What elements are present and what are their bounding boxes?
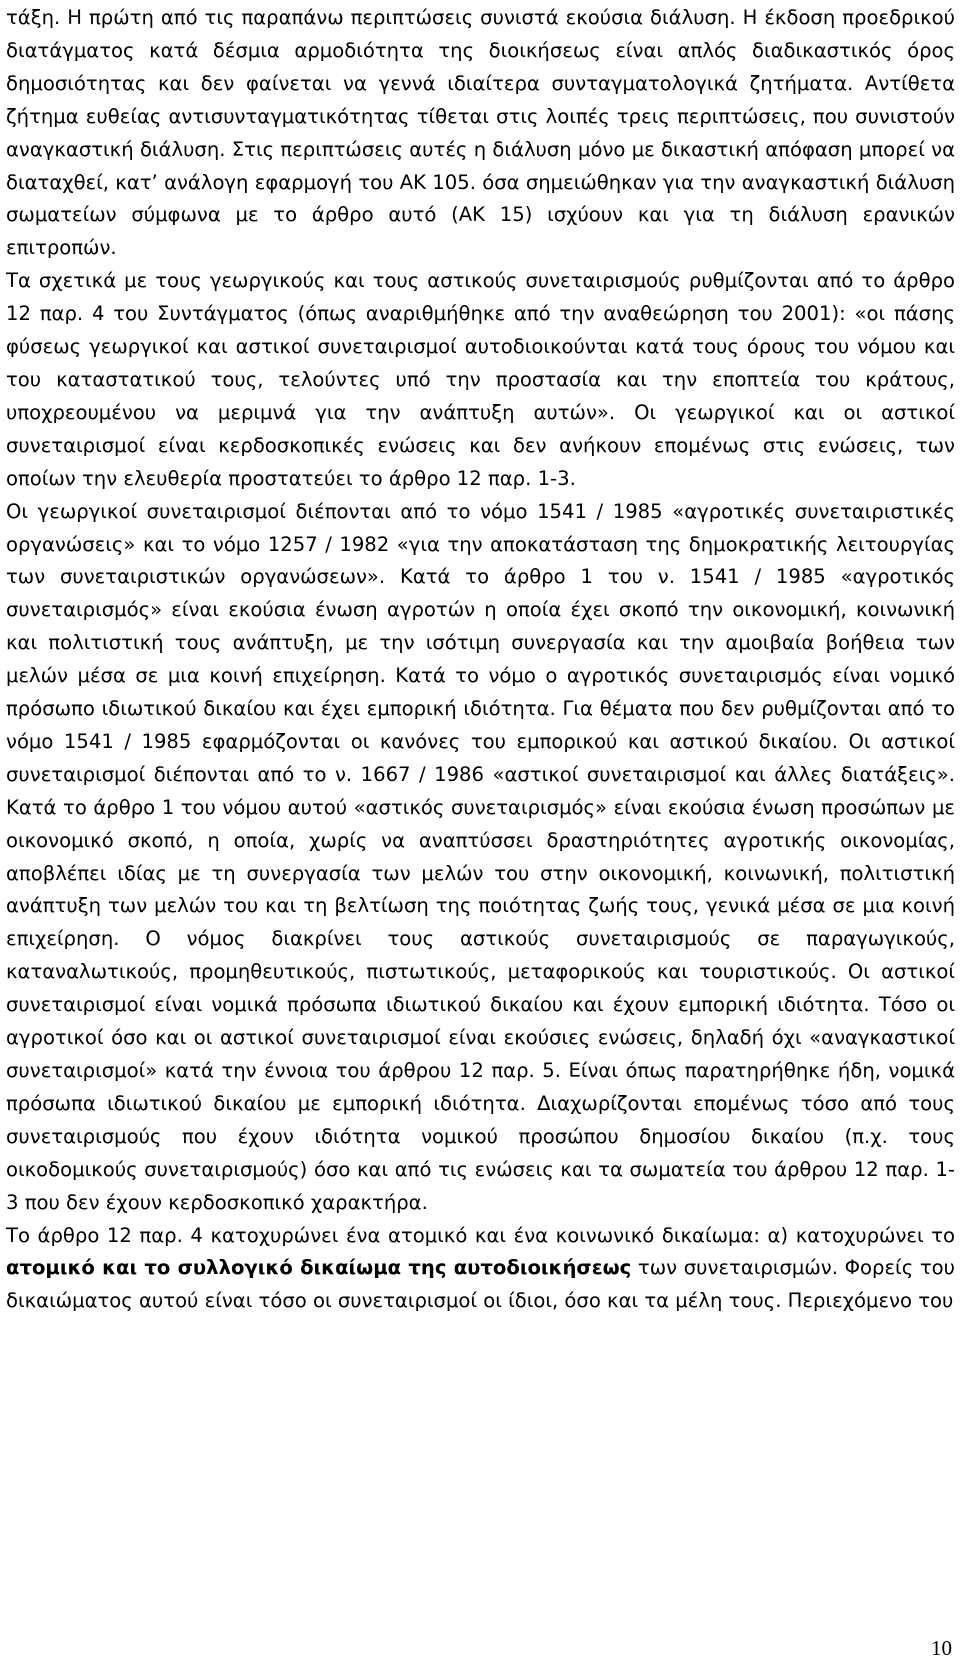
page-number: 10 xyxy=(931,1636,952,1660)
paragraph-text: τάξη. Η πρώτη από τις παραπάνω περιπτώσεις συνιστά εκούσια διάλυση. Η έκδοση προεδρικού διατάγματος κατά δέσμια αρμοδιότητα της διοικήσεως είναι απλός διαδικαστικός όρος δημοσιότητας και δεν φαίνεται να γεννά ιδιαίτερα συνταγματολογικά ζητήματα. Αντίθετα ζήτημα ευθείας αντισυνταγματικότητας τίθεται στις λοιπές τρεις περιπτώσεις, που συνιστούν αναγκαστική διάλυση. Στις περιπτώσεις αυτές η διάλυση μόνο με δικαστική απόφαση μπορεί να διαταχθεί, κατ’ ανάλογη εφαρμογή του ΑΚ 105. όσα σημειώθηκαν για την αναγκαστική διάλυση σωματείων σύμφωνα με το άρθρο αυτό (ΑΚ 15) ισχύουν και για τη διάλυση ερανικών επιτροπών. xyxy=(6,6,955,260)
paragraph-dissolution xyxy=(6,2,955,265)
paragraph-cooperatives-constitution xyxy=(6,265,955,495)
paragraph-text: Το άρθρο 12 παρ. 4 κατοχυρώνει ένα ατομικό και ένα κοινωνικό δικαίωμα: α) κατοχυρώνει το xyxy=(6,1223,955,1247)
paragraph-text: των συνεταιρισμών. Φορείς του δικαιώματος αυτού είναι τόσο οι συνεταιρισμοί οι ίδιοι, όσο και τα μέλη τους. Περιεχόμενο του xyxy=(6,1256,955,1313)
document-page xyxy=(6,2,955,1318)
bold-phrase: ατομικό και το συλλογικό δικαίωμα της αυτοδιοικήσεως xyxy=(6,1256,632,1280)
paragraph-cooperatives-law xyxy=(6,496,955,1220)
paragraph-self-administration-right xyxy=(6,1220,955,1319)
paragraph-text: Τα σχετικά με τους γεωργικούς και τους αστικούς συνεταιρισμούς ρυθμίζονται από το άρθρο 12 παρ. 4 του Συντάγματος (όπως αναριθμήθηκε από την αναθεώρηση του 2001): «οι πάσης φύσεως γεωργικοί και αστικοί συνεταιρισμοί αυτοδιοικούνται κατά τους όρους του νόμου και του καταστατικού τους, τελούντες υπό την προστασία και την εποπτεία του κράτους, υποχρεουμένου να μεριμνά για την ανάπτυξη αυτών». Οι γεωργικοί και οι αστικοί συνεταιρισμοί είναι κερδοσκοπικές ενώσεις και δεν ανήκουν επομένως στις ενώσεις, των οποίων την ελευθερία προστατεύει το άρθρο 12 παρ. 1-3. xyxy=(6,269,955,490)
paragraph-text: Οι γεωργικοί συνεταιρισμοί διέπονται από το νόμο 1541 / 1985 «αγροτικές συνεταιριστικές οργανώσεις» και το νόμο 1257 / 1982 «για την αποκατάσταση της δημοκρατικής λειτουργίας των συνεταιριστικών οργανώσεων». Κατά το άρθρο 1 του ν. 1541 / 1985 «αγροτικός συνεταιρισμός» είναι εκούσια ένωση αγροτών η οποία έχει σκοπό την οικονομική, κοινωνική και πολιτιστική τους ανάπτυξη, με την ισότιμη συνεργασία και την αμοιβαία βοήθεια των μελών μέσα σε μια κοινή επιχείρηση. Κατά το νόμο ο αγροτικός συνεταιρισμός είναι νομικό πρόσωπο ιδιωτικού δικαίου και έχει εμπορική ιδιότητα. Για θέματα που δεν ρυθμίζονται από το νόμο 1541 / 1985 εφαρμόζονται οι κανόνες του εμπορικού και αστικού δικαίου. Οι αστικοί συνεταιρισμοί διέπονται από το ν. 1667 / 1986 «αστικοί συνεταιρισμοί και άλλες διατάξεις». Κατά το άρθρο 1 του νόμου αυτού «αστικός συνεταιρισμός» είναι εκούσια ένωση προσώπων με οικονομικό σκοπό, η οποία, χωρίς να αναπτύσσει δραστηριότητες αγροτικής οικονομίας, αποβλέπει ιδίας με τη συνεργασία των μελών του στην οικονομική, κοινωνική, πολιτιστική ανάπτυξη των μελών του και τη βελτίωση της ποιότητας ζωής τους, γενικά μέσα σε μια κοινή επιχείρηση. Ο νόμος διακρίνει τους αστικούς συνεταιρισμούς σε παραγωγικούς, καταναλωτικούς, προμηθευτικούς, πιστωτικούς, μεταφορικούς και τουριστικούς. Οι αστικοί συνεταιρισμοί είναι νομικά πρόσωπα ιδιωτικού δικαίου και έχουν εμπορική ιδιότητα. Τόσο οι αγροτικοί όσο και οι αστικοί συνεταιρισμοί είναι εκούσιες ενώσεις, δηλαδή όχι «αναγκαστικοί συνεταιρισμοί» κατά την έννοια του άρθρου 12 παρ. 5. Είναι όπως παρατηρήθηκε ήδη, νομικά πρόσωπα ιδιωτικού δικαίου με εμπορική ιδιότητα. Διαχωρίζονται επομένως τόσο από τους συνεταιρισμούς που έχουν ιδιότητα νομικού προσώπου δημοσίου δικαίου (π.χ. τους οικοδομικούς συνεταιρισμούς) όσο και από τις ενώσεις και τα σωματεία του άρθρου 12 παρ. 1-3 που δεν έχουν κερδοσκοπικό χαρακτήρα. xyxy=(6,499,955,1214)
